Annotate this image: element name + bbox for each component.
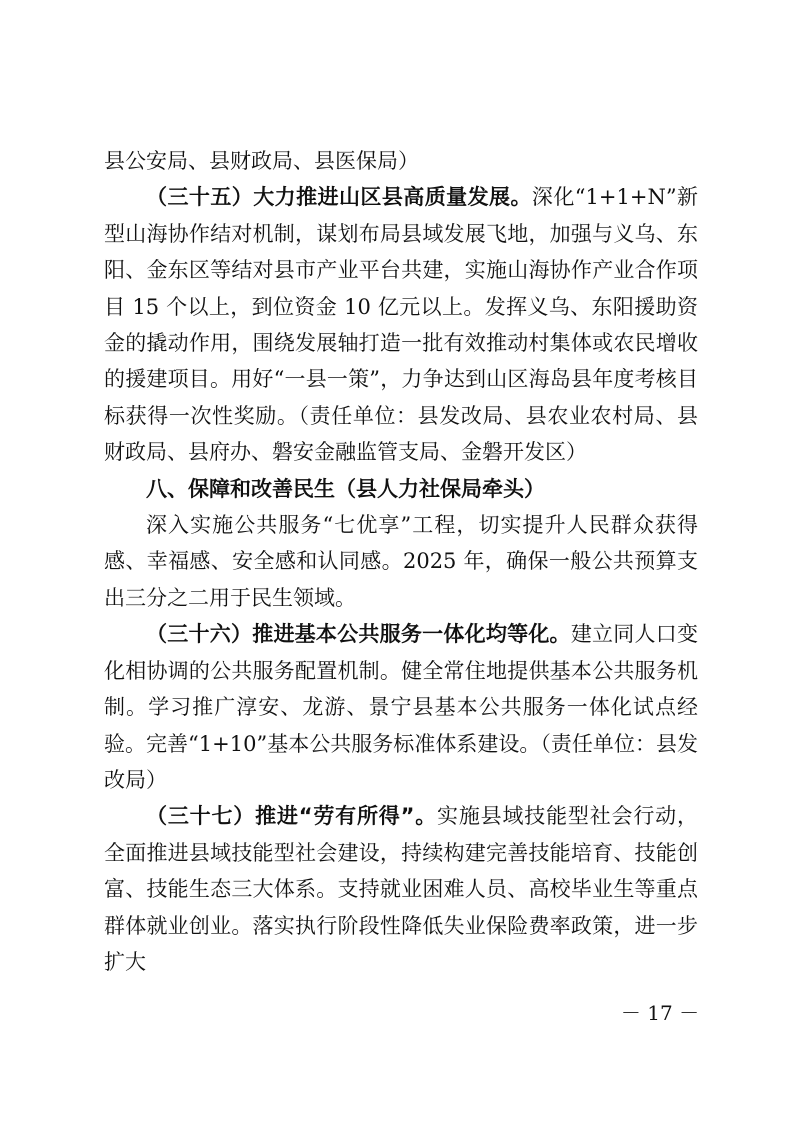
item-36-body: 建立同人口变化相协调的公共服务配置机制。健全常住地提供基本公共服务机制。学习推广淳安、龙游、景宁县基本公共服务一体化试点经验。完善“1+10”基本公共服务标准体系建设。（责任单位：县发改局） bbox=[104, 622, 699, 792]
item-37-body: 实施县域技能型社会行动，全面推进县域技能型社会建设，持续构建完善技能培育、技能创富、技能生态三大体系。支持就业困难人员、高校毕业生等重点群体就业创业。落实执行阶段性降低失业保险费率政策，进一步扩大 bbox=[104, 804, 699, 974]
section-8-intro: 深入实施公共服务“七优享”工程，切实提升人民群众获得感、幸福感、安全感和认同感。2025 年，确保一般公共预算支出三分之二用于民生领域。 bbox=[104, 513, 698, 610]
item-35-heading: （三十五）大力推进山区县高质量发展。 bbox=[146, 185, 532, 210]
item-37-heading: （三十七）推进“劳有所得”。 bbox=[146, 804, 438, 829]
document-page bbox=[104, 143, 698, 980]
item-35-body: 深化“1+1+N”新型山海协作结对机制，谋划布局县域发展飞地，加强与义乌、东阳、金东区等结对县市产业平台共建，实施山海协作产业合作项目 15 个以上，到位资金 10 亿元以上。发挥义乌、东阳援助资金的撬动作用，围绕发展轴打造一批有效推动村集体或农民增收的援建项目。用好“一县一策”，力争达到山区海岛县年度考核目标获得一次性奖励。（责任单位：县发改局、县农业农村局、县财政局、县府办、磐安金融监管支局、金磐开发区） bbox=[104, 185, 699, 465]
section-8-heading: 八、保障和改善民生（县人力社保局牵头） bbox=[146, 476, 545, 501]
page-number: － 17 － bbox=[620, 1001, 700, 1025]
item-36-paragraph bbox=[104, 616, 698, 798]
item-35-paragraph bbox=[104, 179, 698, 470]
item-36-heading: （三十六）推进基本公共服务一体化均等化。 bbox=[146, 622, 571, 647]
continuation-paragraph: 县公安局、县财政局、县医保局） bbox=[104, 149, 419, 173]
item-37-paragraph bbox=[104, 798, 698, 980]
